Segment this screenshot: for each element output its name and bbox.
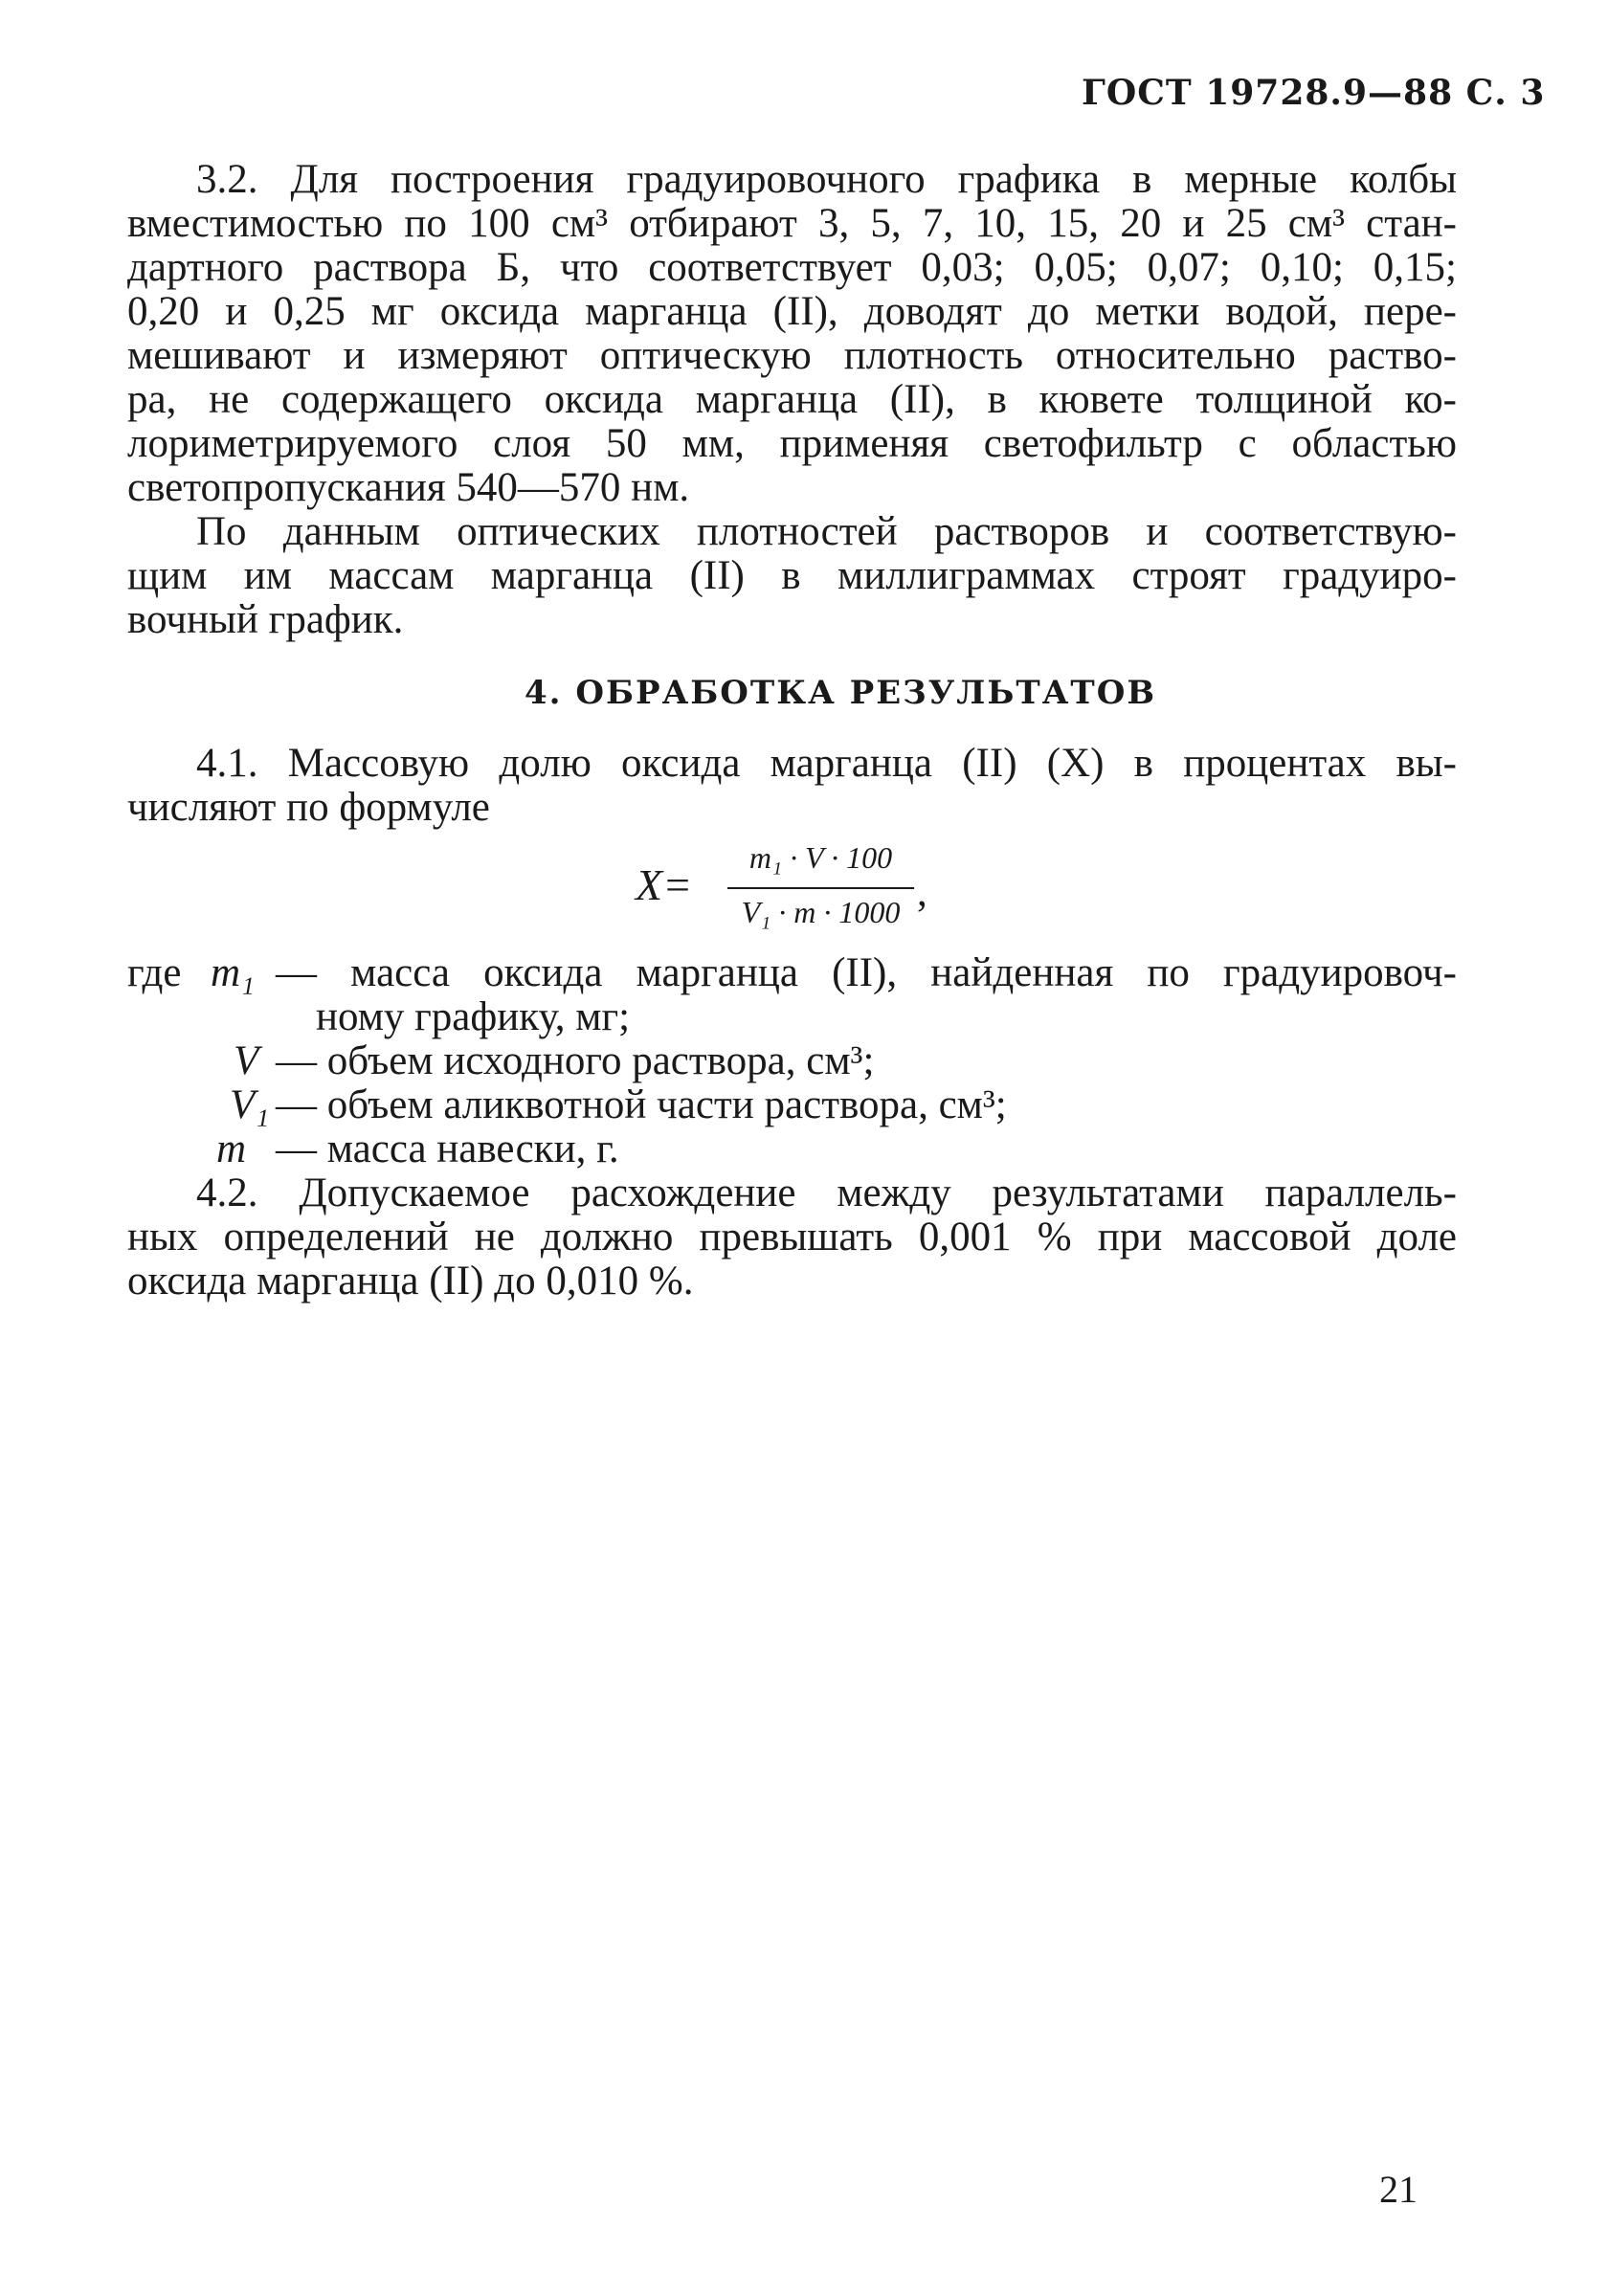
variable-symbol: m (216, 1126, 247, 1171)
formula-lhs: X= (636, 860, 693, 909)
formula-comma: , (917, 870, 927, 915)
text-line: вместимостью по 100 см³ отбирают 3, 5, 7, 10, 15, 20 и 25 см³ стан- (127, 201, 1457, 246)
formula-numerator: m₁ · V · 100 (748, 840, 893, 875)
text-line: 3.2. Для построения градуировочного графика в мерные колбы (196, 157, 1457, 202)
formula-denominator: V₁ · m · 1000 (741, 895, 901, 929)
document-header: ГОСТ 19728.9—88 С. 3 (1082, 73, 1546, 113)
text-line: оксида марганца (II) до 0,010 %. (127, 1259, 694, 1304)
variable-description: — масса навески, г. (276, 1126, 619, 1171)
text-line: щим им массам марганца (II) в миллиграммах строят градуиро- (127, 553, 1457, 598)
section-heading: 4. ОБРАБОТКА РЕЗУЛЬТАТОВ (525, 674, 1157, 712)
text-line: 0,20 и 0,25 мг оксида марганца (II), доводят до метки водой, пере- (127, 289, 1457, 334)
text-line: По данным оптических плотностей растворов и соответствую- (196, 509, 1457, 554)
variable-symbol: V₁ (230, 1082, 270, 1127)
variable-description: — объем исходного раствора, см³; (276, 1038, 875, 1083)
text-line: дартного раствора Б, что соответствует 0,03; 0,05; 0,07; 0,10; 0,15; (127, 245, 1457, 290)
text-line: ных определений не должно превышать 0,001 % при массовой доле (127, 1215, 1457, 1259)
text-line: 4.2. Допускаемое расхождение между результатами параллель- (196, 1170, 1457, 1215)
variable-symbol: V (234, 1038, 259, 1083)
variable-description: ному графику, мг; (316, 994, 631, 1039)
where-intro: где (127, 950, 182, 995)
text-line: светопропускания 540—570 нм. (127, 465, 690, 510)
text-line: мешивают и измеряют оптическую плотность относительно раство- (127, 333, 1457, 378)
text-line: числяют по формуле (127, 785, 490, 830)
text-line: вочный график. (127, 597, 404, 642)
page-number: 21 (1379, 2168, 1418, 2211)
text-line: 4.1. Массовую долю оксида марганца (II) (X) в процентах вы- (196, 741, 1457, 786)
variable-symbol: m₁ (211, 950, 256, 995)
variable-description: — масса оксида марганца (II), найденная по градуировоч- (276, 950, 1457, 995)
fraction-bar (727, 887, 914, 889)
variable-description: — объем аликвотной части раствора, см³; (276, 1082, 1007, 1127)
text-line: лориметрируемого слоя 50 мм, применяя светофильтр с областью (127, 421, 1457, 466)
text-line: ра, не содержащего оксида марганца (II), в кювете толщиной ко- (127, 377, 1457, 422)
